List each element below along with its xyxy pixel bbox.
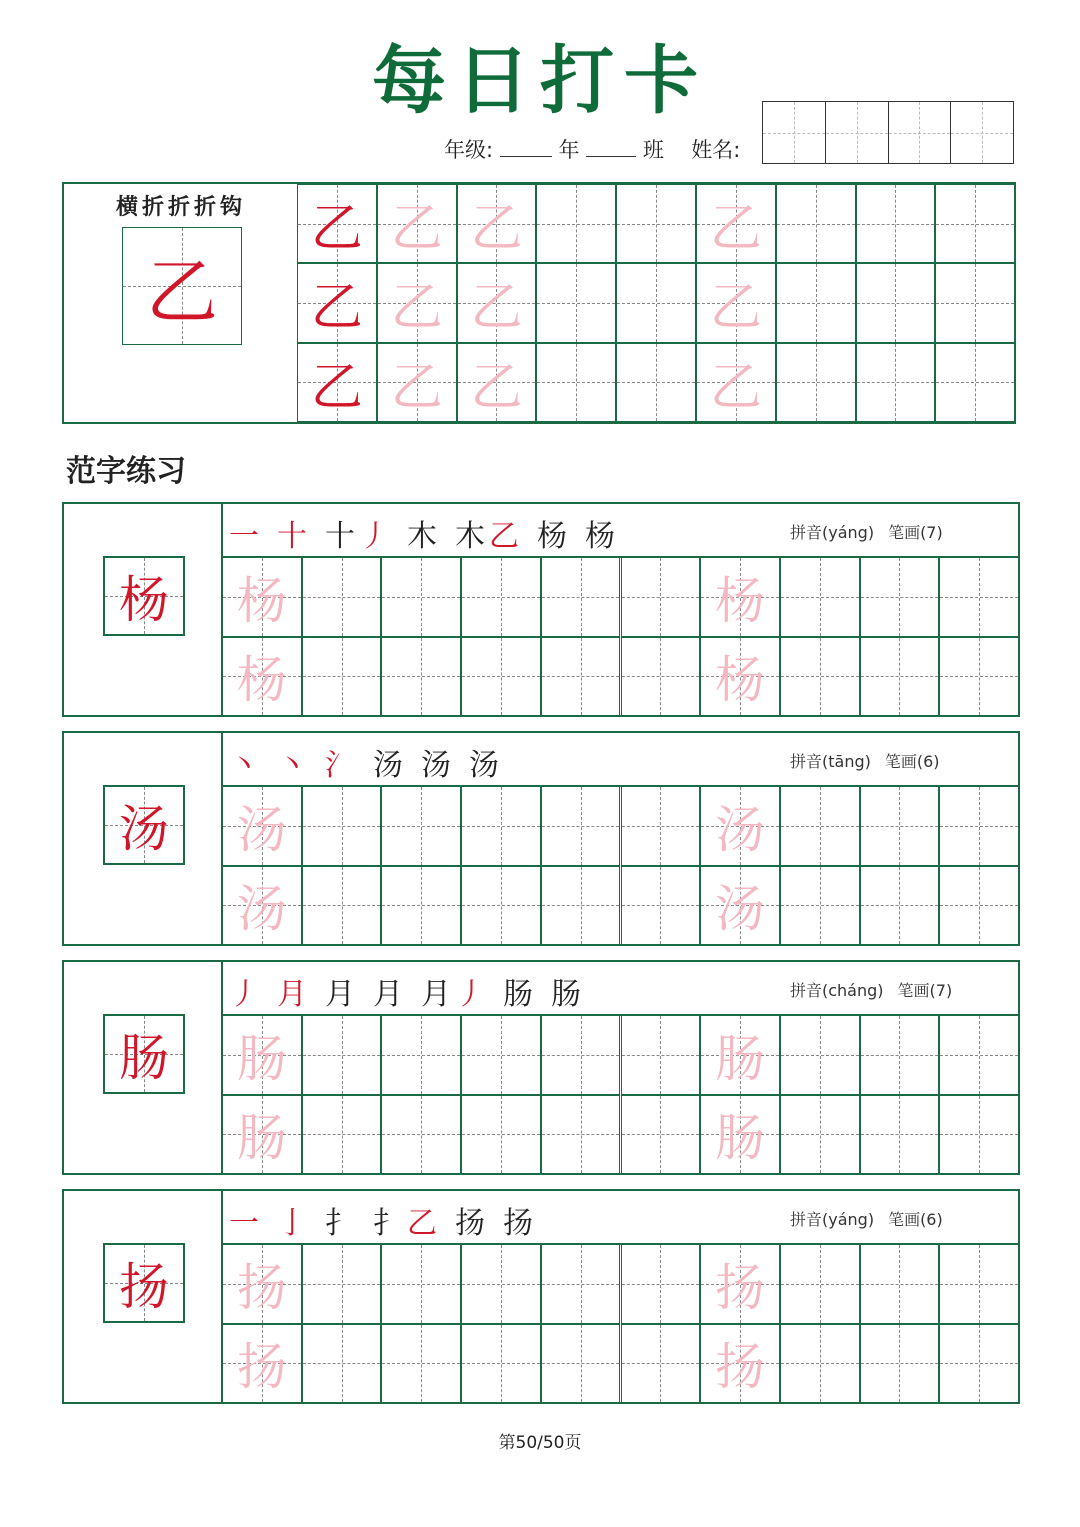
grid-cell[interactable] (939, 1095, 1019, 1175)
stroke-step: 杨 (537, 519, 571, 554)
grid-cell[interactable] (700, 786, 780, 866)
name-cell[interactable] (826, 102, 889, 163)
stroke-step: 一 (229, 519, 263, 554)
grid-cell[interactable] (457, 343, 537, 422)
trace-char: 汤 (236, 880, 287, 939)
sample-char: 杨 (119, 571, 169, 629)
year-label: 年 (558, 138, 580, 162)
trace-char: 汤 (236, 800, 287, 859)
grid-cell[interactable] (860, 786, 940, 866)
grid-cell[interactable] (935, 343, 1015, 422)
stroke-step: 月 (277, 977, 311, 1012)
grid-cell[interactable] (939, 1244, 1019, 1324)
stroke-step: 扌乙 (373, 1206, 441, 1241)
grid-cell[interactable] (860, 1244, 940, 1324)
class-label: 班 (642, 138, 664, 162)
trace-char: 乙 (310, 199, 363, 260)
sample-char-cell (103, 1243, 185, 1323)
grid-cell[interactable] (297, 343, 377, 422)
grid-cell[interactable] (381, 786, 461, 866)
grid-cell[interactable] (780, 557, 860, 637)
grid-cell[interactable] (856, 184, 936, 263)
stroke-step: 十 (277, 519, 311, 554)
trace-char: 汤 (715, 880, 766, 939)
grid-cell[interactable] (860, 557, 940, 637)
grid-cell[interactable] (302, 866, 382, 946)
grid-cell[interactable] (621, 1095, 701, 1175)
trace-char: 扬 (236, 1258, 287, 1317)
grid-cell[interactable] (621, 1324, 701, 1404)
stroke-step: 丿 (229, 977, 263, 1012)
grid-cell[interactable] (302, 1324, 382, 1404)
stroke-step: 丶 (229, 748, 263, 783)
stroke-step: 扌 (325, 1206, 359, 1241)
grid-cell[interactable] (302, 1244, 382, 1324)
trace-char: 乙 (390, 278, 443, 339)
grid-cell[interactable] (700, 1015, 780, 1095)
grid-cell[interactable] (381, 1324, 461, 1404)
grid-cell[interactable] (541, 1244, 621, 1324)
grid-cell[interactable] (700, 637, 780, 717)
class-blank[interactable] (586, 136, 636, 157)
grid-cell[interactable] (780, 786, 860, 866)
stroke-step: 月 (373, 977, 407, 1012)
grid-cell[interactable] (461, 1324, 541, 1404)
grid-cell[interactable] (700, 1324, 780, 1404)
stroke-step: 亅 (277, 1206, 311, 1241)
trace-char: 肠 (715, 1029, 766, 1088)
stroke-step: 月丿 (421, 977, 489, 1012)
trace-char: 乙 (709, 199, 762, 260)
sample-char-cell (103, 785, 185, 865)
grid-cell[interactable] (541, 866, 621, 946)
trace-char: 扬 (715, 1258, 766, 1317)
grid-cell[interactable] (222, 1324, 302, 1404)
stroke-step: 一 (229, 1206, 263, 1241)
grid-cell[interactable] (860, 866, 940, 946)
trace-char: 乙 (310, 278, 363, 339)
grade-label: 年级: (444, 138, 494, 162)
grid-cell[interactable] (381, 637, 461, 717)
grid-cell[interactable] (461, 786, 541, 866)
grid-cell[interactable] (939, 866, 1019, 946)
grid-cell[interactable] (302, 637, 382, 717)
grid-cell[interactable] (457, 263, 537, 342)
grid-cell[interactable] (302, 1015, 382, 1095)
stroke-step: 氵 (325, 748, 359, 783)
trace-char: 杨 (715, 651, 766, 710)
grid-cell[interactable] (461, 637, 541, 717)
trace-char: 乙 (390, 357, 443, 418)
stroke-step: 月 (325, 977, 359, 1012)
grid-cell[interactable] (541, 637, 621, 717)
grid-cell[interactable] (776, 343, 856, 422)
trace-char: 杨 (715, 571, 766, 630)
grid-cell[interactable] (700, 1095, 780, 1175)
stroke-step: 汤 (421, 748, 455, 783)
stroke-step: 丶 (277, 748, 311, 783)
grid-cell[interactable] (696, 263, 776, 342)
grid-cell[interactable] (222, 557, 302, 637)
grid-cell[interactable] (381, 1015, 461, 1095)
page-title: 每日打卡 (372, 38, 708, 124)
grid-cell[interactable] (461, 866, 541, 946)
grid-cell[interactable] (700, 866, 780, 946)
grid-cell[interactable] (222, 1244, 302, 1324)
name-label: 姓名: (691, 138, 741, 162)
grid-cell[interactable] (302, 557, 382, 637)
name-cell[interactable] (951, 102, 1013, 163)
grid-cell[interactable] (860, 1324, 940, 1404)
grid-cell[interactable] (860, 1095, 940, 1175)
grid-cell[interactable] (621, 1244, 701, 1324)
grid-cell[interactable] (776, 184, 856, 263)
grid-cell[interactable] (302, 1095, 382, 1175)
grid-cell[interactable] (616, 343, 696, 422)
grid-cell[interactable] (536, 263, 616, 342)
trace-char: 乙 (709, 357, 762, 418)
stroke-count: 笔画(7) (897, 981, 953, 1000)
grid-cell[interactable] (222, 866, 302, 946)
trace-char: 乙 (470, 357, 523, 418)
grid-cell[interactable] (297, 184, 377, 263)
grid-cell[interactable] (377, 184, 457, 263)
grid-cell[interactable] (541, 786, 621, 866)
grid-cell[interactable] (616, 263, 696, 342)
stroke-step: 木乙 (455, 519, 523, 554)
stroke-order-sequence (229, 1198, 551, 1242)
grid-cell[interactable] (780, 1324, 860, 1404)
grid-cell[interactable] (222, 786, 302, 866)
grid-cell[interactable] (860, 637, 940, 717)
grid-cell[interactable] (541, 1095, 621, 1175)
sample-char: 扬 (119, 1258, 169, 1316)
sample-char-cell (103, 556, 185, 636)
grid-cell[interactable] (381, 866, 461, 946)
grid-cell[interactable] (222, 1015, 302, 1095)
grid-cell[interactable] (780, 1244, 860, 1324)
stroke-count: 笔画(6) (888, 1210, 943, 1229)
grid-cell[interactable] (461, 1095, 541, 1175)
char-meta (790, 1207, 943, 1230)
pinyin: 拼音(yáng) (790, 523, 875, 542)
grid-cell[interactable] (377, 263, 457, 342)
grid-cell[interactable] (616, 184, 696, 263)
grid-cell[interactable] (700, 1244, 780, 1324)
pinyin: 拼音(yáng) (790, 1210, 875, 1229)
grid-cell[interactable] (536, 343, 616, 422)
grid-cell[interactable] (621, 557, 701, 637)
trace-char: 肠 (236, 1029, 287, 1088)
stroke-step: 杨 (585, 519, 619, 554)
grid-cell[interactable] (780, 1095, 860, 1175)
grid-cell[interactable] (935, 184, 1015, 263)
grid-cell[interactable] (541, 557, 621, 637)
grid-cell[interactable] (297, 263, 377, 342)
trace-char: 乙 (470, 199, 523, 260)
stroke-name-label: 横折折折钩 (115, 194, 246, 220)
stroke-count: 笔画(6) (884, 752, 940, 771)
grid-cell[interactable] (621, 1015, 701, 1095)
grid-cell[interactable] (939, 637, 1019, 717)
stroke-order-sequence (229, 511, 633, 555)
sample-char-cell (103, 1014, 185, 1094)
trace-char: 汤 (715, 800, 766, 859)
stroke-sample-char: 乙 (145, 250, 218, 334)
name-cell[interactable] (763, 102, 826, 163)
grid-cell[interactable] (780, 866, 860, 946)
pinyin: 拼音(cháng) (790, 981, 884, 1000)
grid-cell[interactable] (776, 263, 856, 342)
stroke-step: 木 (407, 519, 441, 554)
grid-cell[interactable] (935, 263, 1015, 342)
trace-char: 乙 (470, 278, 523, 339)
stroke-count: 笔画(7) (888, 523, 943, 542)
sample-char: 肠 (119, 1029, 169, 1087)
grid-cell[interactable] (377, 343, 457, 422)
stroke-order-sequence (229, 740, 517, 784)
grid-cell[interactable] (621, 786, 701, 866)
grid-cell[interactable] (780, 1015, 860, 1095)
stroke-step: 扬 (503, 1206, 537, 1241)
trace-char: 乙 (709, 278, 762, 339)
grid-cell[interactable] (939, 786, 1019, 866)
stroke-order-sequence (229, 969, 599, 1013)
grid-cell[interactable] (696, 343, 776, 422)
trace-char: 肠 (715, 1109, 766, 1168)
grid-cell[interactable] (381, 1244, 461, 1324)
stroke-step: 汤 (373, 748, 407, 783)
trace-char: 杨 (236, 571, 287, 630)
grid-cell[interactable] (621, 866, 701, 946)
grid-cell[interactable] (939, 1015, 1019, 1095)
grid-cell[interactable] (780, 637, 860, 717)
grid-cell[interactable] (457, 184, 537, 263)
grid-cell[interactable] (541, 1324, 621, 1404)
grid-cell[interactable] (939, 557, 1019, 637)
grid-cell[interactable] (621, 637, 701, 717)
grid-cell[interactable] (536, 184, 616, 263)
grid-cell[interactable] (461, 557, 541, 637)
grade-blank[interactable] (500, 136, 552, 157)
stroke-step: 扬 (455, 1206, 489, 1241)
grid-cell[interactable] (381, 1095, 461, 1175)
page-number: 第50/50页 (498, 1433, 582, 1453)
grid-cell[interactable] (461, 1244, 541, 1324)
stroke-step: 肠 (503, 977, 537, 1012)
grid-cell[interactable] (700, 557, 780, 637)
sample-char: 汤 (119, 800, 169, 858)
char-meta (790, 749, 940, 772)
char-meta (790, 978, 952, 1001)
grid-cell[interactable] (860, 1015, 940, 1095)
trace-char: 肠 (236, 1109, 287, 1168)
grid-cell[interactable] (856, 343, 936, 422)
name-cell[interactable] (889, 102, 952, 163)
stroke-step: 汤 (469, 748, 503, 783)
trace-char: 乙 (390, 199, 443, 260)
trace-char: 扬 (715, 1338, 766, 1397)
stroke-step: 十丿 (325, 519, 393, 554)
grid-cell[interactable] (541, 1015, 621, 1095)
grid-cell[interactable] (939, 1324, 1019, 1404)
stroke-sample-cell (122, 227, 242, 345)
student-info-row (444, 134, 740, 164)
name-grid[interactable] (762, 101, 1014, 164)
grid-cell[interactable] (302, 786, 382, 866)
grid-cell[interactable] (461, 1015, 541, 1095)
trace-char: 扬 (236, 1338, 287, 1397)
grid-cell[interactable] (381, 557, 461, 637)
section-title: 范字练习 (66, 454, 186, 489)
grid-cell[interactable] (222, 1095, 302, 1175)
grid-cell[interactable] (856, 263, 936, 342)
trace-char: 乙 (310, 357, 363, 418)
grid-cell[interactable] (222, 637, 302, 717)
stroke-step: 肠 (551, 977, 585, 1012)
grid-cell[interactable] (696, 184, 776, 263)
char-meta (790, 520, 943, 543)
trace-char: 杨 (236, 651, 287, 710)
pinyin: 拼音(tāng) (790, 752, 871, 771)
